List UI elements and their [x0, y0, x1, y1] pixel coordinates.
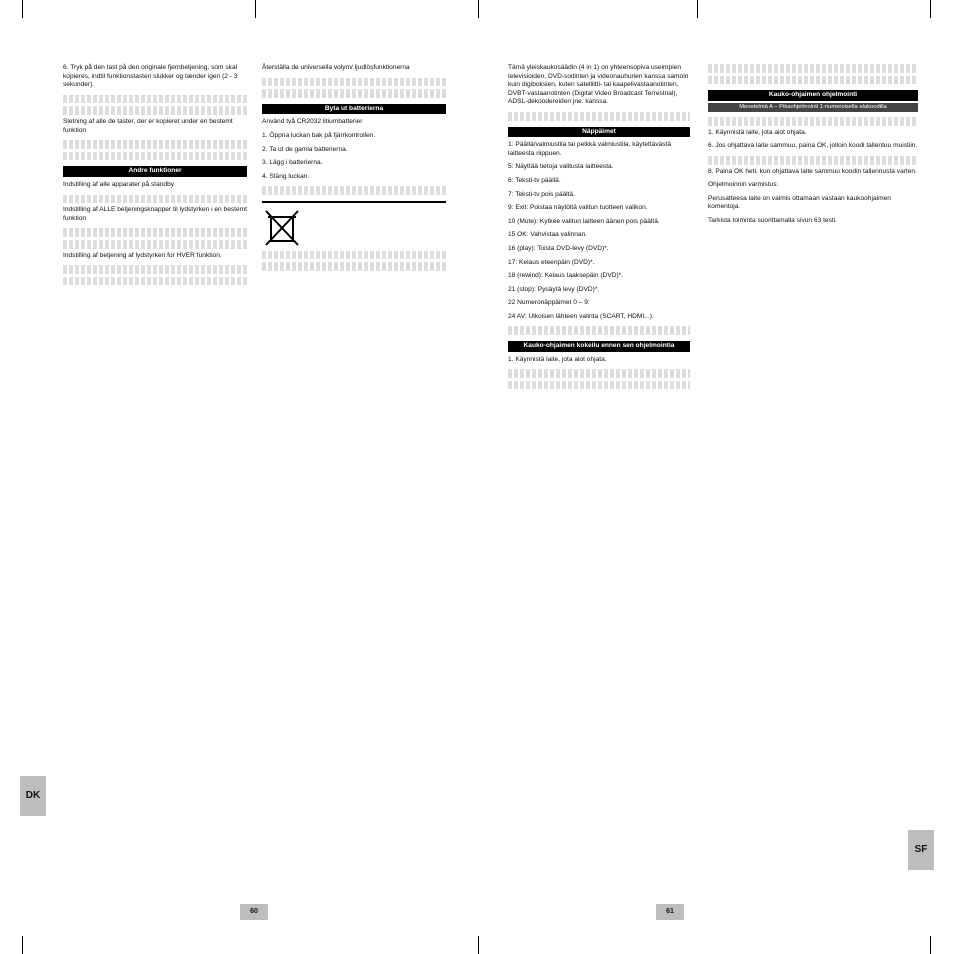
text-placeholder — [63, 106, 247, 115]
text-block: 1. Öppna luckan bak på fjärrkontrollen. — [262, 131, 376, 139]
text-placeholder — [262, 186, 446, 195]
text-block: 4. Stäng luckan. — [262, 172, 310, 180]
text-block: 1: Päällä/valmiustila tai pelkkä valmiustila, käytettävästä laitteesta riippuen. — [508, 141, 672, 157]
section-heading: Andre funktioner — [63, 166, 247, 177]
section-heading: Kauko-ohjaimen ohjelmointi — [708, 90, 918, 101]
text-block: 16 (play): Toista DVD-levy (DVD)*. — [508, 244, 609, 252]
text-placeholder — [708, 156, 918, 165]
text-placeholder — [262, 262, 446, 271]
text-placeholder — [708, 117, 918, 126]
text-block: 9: Exit: Poistaa näytöltä valitun tuotteen valikon. — [508, 204, 648, 212]
text-block: 2. Ta ut de gamla batterierna. — [262, 145, 348, 153]
text-block: Indstilling af betjening af lydstyrken for HVER funktion. — [63, 251, 222, 259]
text-placeholder — [63, 195, 247, 204]
text-block: 3. Lägg i batterierna. — [262, 159, 323, 167]
text-block: 18 (rewind): Kelaus taaksepäin (DVD)*. — [508, 272, 624, 280]
text-block: 5: Näyttää tietoja valitusta laitteesta. — [508, 163, 614, 171]
section-subheading: Menetelmä A – Pikaohjelmointi 1-numeroisella alakoodilla — [708, 103, 918, 112]
text-block: Indstilling af ALLE betjeningsknapper til lydstyrken i en bestemt funktion — [63, 206, 247, 222]
text-block: Använd två CR2032 litiumbatterier — [262, 118, 363, 126]
section-heading: Byta ut batterierna — [262, 104, 446, 115]
text-placeholder — [508, 112, 690, 121]
text-block: 10 (Mute): Kytkee valitun laitteen äänen pois päältä. — [508, 217, 660, 225]
text-block: 6: Teksti-tv päällä. — [508, 176, 561, 184]
text-placeholder — [262, 78, 446, 87]
section-heading — [262, 201, 446, 203]
text-block: 8. Paina OK heti, kun ohjattava laite sammuu koodin tallennusta varten. — [708, 167, 917, 175]
language-tab-dk: DK — [20, 776, 46, 816]
text-placeholder — [508, 381, 690, 390]
text-block: 1. Käynnistä laite, jota aiot ohjata. — [508, 355, 607, 363]
weee-bin-icon — [262, 207, 446, 251]
text-placeholder — [63, 265, 247, 274]
text-block: 17: Kelaus eteenpäin (DVD)*. — [508, 258, 595, 266]
text-block: Tarkista toiminta suorittamalla sivun 63 testi. — [708, 216, 837, 224]
text-placeholder — [63, 140, 247, 149]
text-placeholder — [262, 89, 446, 98]
text-block: 7: Teksti-tv pois päältä. — [508, 190, 575, 198]
text-placeholder — [63, 240, 247, 249]
text-block: 6. Tryk på den tast på den originale fjernbetjening, som skal kopieres, indtil funktionstasten slukker og tænder igen (2 - 3 sekunder). — [63, 64, 238, 89]
text-block: 22 Numeronäppäimet 0 – 9: — [508, 299, 590, 307]
text-block: Återställa de universella volym/ ljudlösfunktionerna — [262, 64, 410, 71]
text-block: 21 (stop): Pysäytä levy (DVD)*. — [508, 285, 600, 293]
column-2 — [262, 64, 446, 274]
column-3 — [508, 64, 690, 392]
page-number-right: 61 — [656, 904, 684, 920]
text-placeholder — [508, 326, 690, 335]
text-placeholder — [63, 228, 247, 237]
text-block: 6. Jos ohjattava laite sammuu, paina OK, jolloin koodi tallentuu muistiin. — [708, 142, 918, 150]
text-placeholder — [63, 277, 247, 286]
column-1 — [63, 64, 247, 288]
text-block: Indstilling af alle apparater på standby — [63, 180, 175, 188]
text-block: Tämä yleiskaukosäädin (4 in 1) on yhteensopiva useimpien televisioiden, DVD-soitinten ja videonauhurien kanssa samoin kuin digiboksien, kuten satelliitti- tai kaapelivastaanotinten, DVBT-vastaanotinten (Digital Video Broadcast Terrestrial), ADSL-dekoodereiden jne. kanssa. — [508, 64, 689, 106]
text-placeholder — [708, 76, 918, 85]
section-heading: Kauko-ohjaimen kokeilu ennen sen ohjelmointia — [508, 341, 690, 352]
text-block: 24 AV: Ulkoisen lähteen valinta (SCART, HDMI...). — [508, 312, 654, 320]
page-number-left: 60 — [240, 904, 268, 920]
text-block: 15 OK: Vahvistaa valinnan. — [508, 231, 588, 239]
text-placeholder — [508, 369, 690, 378]
text-placeholder — [708, 64, 918, 73]
section-heading: Näppäimet — [508, 127, 690, 138]
text-block: 1. Käynnistä laite, jota aiot ohjata. — [708, 128, 807, 136]
text-placeholder — [63, 95, 247, 104]
text-block: Sletning af alle de taster, der er kopieret under en bestemt funktion — [63, 117, 233, 134]
text-placeholder — [63, 152, 247, 161]
language-tab-sf: SF — [908, 830, 934, 870]
column-4 — [708, 64, 918, 231]
text-block: Perusatteesa laite on valmis ottamaan vastaan kaukoohjaimen komentoja. — [708, 194, 891, 211]
text-placeholder — [262, 251, 446, 260]
text-block: Ohjelmoinnin varmistus: — [708, 181, 779, 189]
